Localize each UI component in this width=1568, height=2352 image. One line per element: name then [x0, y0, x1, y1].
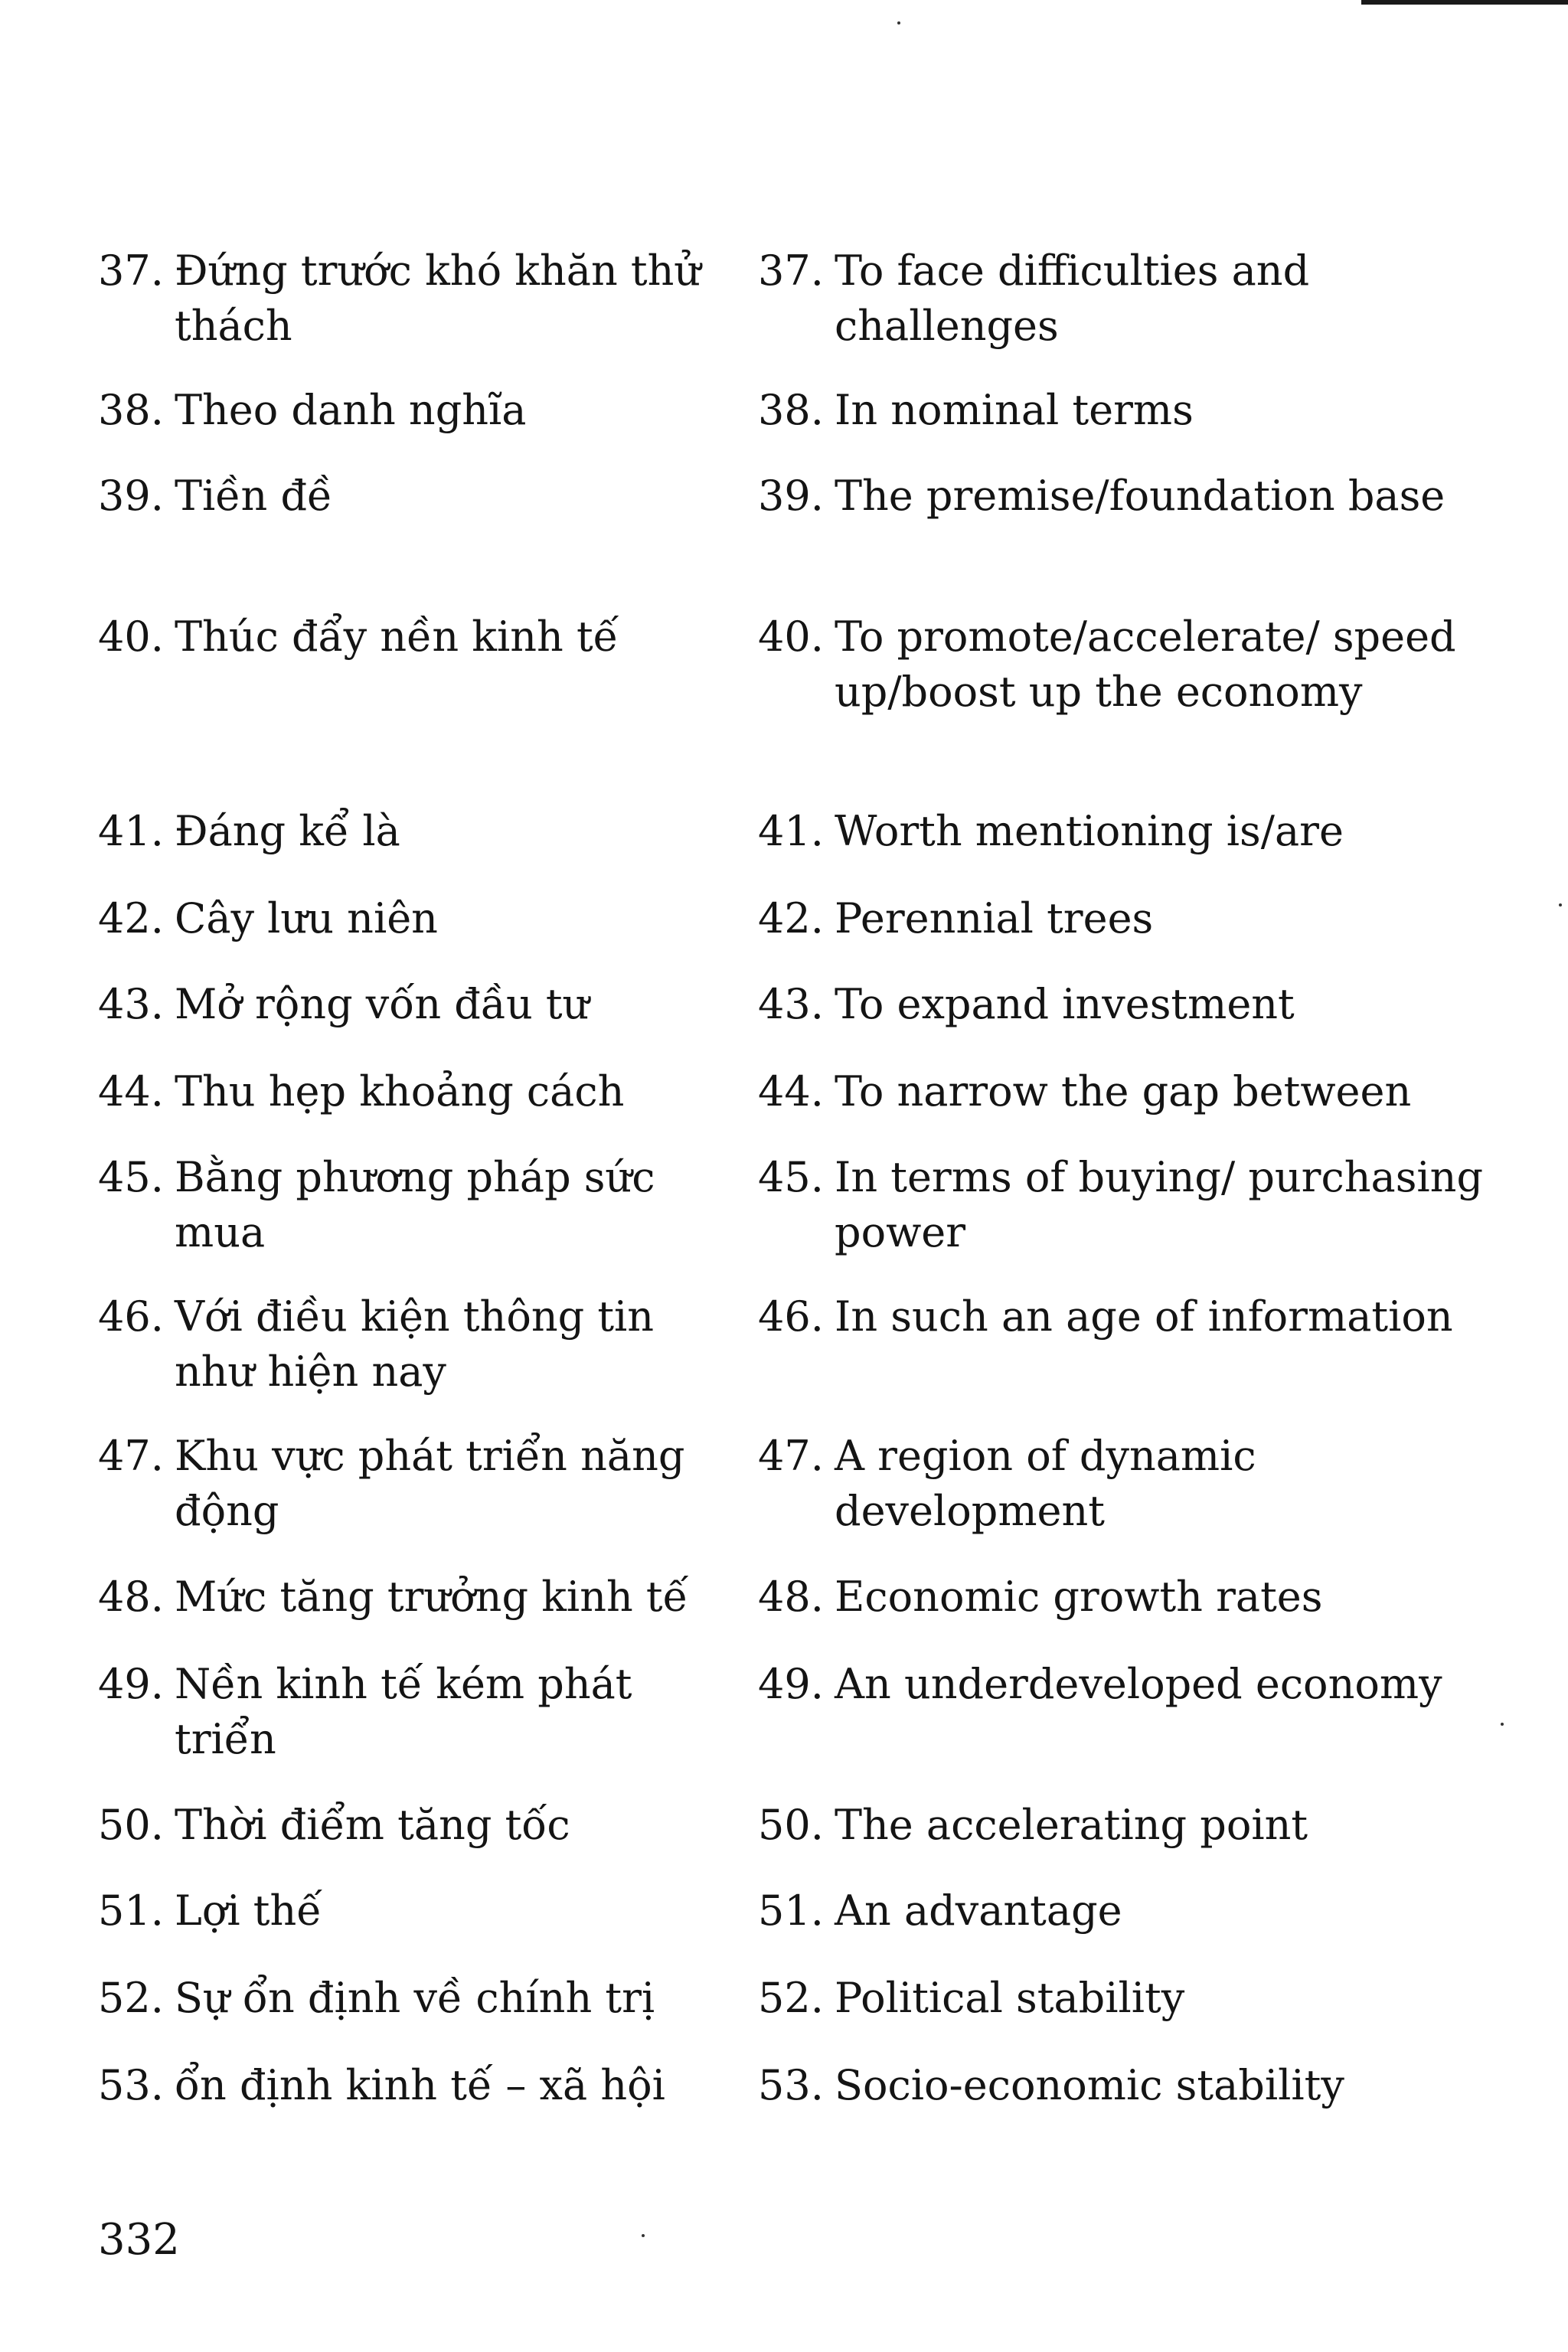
english-term — [758, 1883, 1531, 1939]
vietnamese-text: Bằng phương pháp sức mua — [175, 1153, 655, 1256]
entry-number: 45. — [98, 1153, 164, 1201]
entry-number: 40. — [98, 612, 164, 661]
entry-number: 50. — [98, 1801, 164, 1849]
entry-number: 39. — [758, 472, 824, 520]
english-text: Socio-economic stability — [835, 2061, 1344, 2109]
entry-number: 42. — [98, 894, 164, 942]
english-term — [758, 1150, 1531, 1260]
vietnamese-text: Tiền đề — [175, 472, 333, 520]
english-text: To narrow the gap between — [835, 1067, 1412, 1116]
english-text: In nominal terms — [835, 386, 1194, 434]
english-term — [758, 1289, 1531, 1344]
vietnamese-term — [98, 1971, 726, 2026]
entry-number: 48. — [758, 1573, 824, 1621]
english-term — [758, 1657, 1531, 1712]
english-text: A region of dynamic development — [835, 1432, 1256, 1535]
vietnamese-term — [98, 1657, 726, 1767]
entry-number: 51. — [98, 1886, 164, 1935]
entry-number: 49. — [98, 1660, 164, 1708]
entry-number: 44. — [758, 1067, 824, 1116]
entry-number: 44. — [98, 1067, 164, 1116]
entry-number: 41. — [758, 807, 824, 855]
english-text: Worth mentioning is/are — [835, 807, 1344, 855]
entry-number: 41. — [98, 807, 164, 855]
english-text: In such an age of information — [835, 1292, 1453, 1341]
vietnamese-term — [98, 609, 726, 665]
scan-speck — [1559, 903, 1562, 906]
entry-number: 49. — [758, 1660, 824, 1708]
vietnamese-term — [98, 1150, 726, 1260]
english-term — [758, 804, 1531, 859]
english-term — [758, 2058, 1531, 2113]
english-text: To face difficulties and challenges — [835, 247, 1310, 350]
entry-number: 53. — [98, 2061, 164, 2109]
entry-number: 37. — [98, 247, 164, 295]
english-term — [758, 891, 1531, 946]
vietnamese-text: Thu hẹp khoảng cách — [175, 1067, 625, 1116]
english-text: To expand investment — [835, 980, 1295, 1028]
english-term — [758, 469, 1531, 524]
entry-number: 46. — [98, 1292, 164, 1341]
entry-number: 40. — [758, 612, 824, 661]
entry-number: 51. — [758, 1886, 824, 1935]
vietnamese-text: ổn định kinh tế – xã hội — [175, 2061, 665, 2109]
english-term — [758, 609, 1531, 720]
vietnamese-text: Đáng kể là — [175, 807, 400, 855]
english-text: Economic growth rates — [835, 1573, 1323, 1621]
vietnamese-text: Đứng trước khó khăn thử thách — [175, 247, 701, 350]
english-text: In terms of buying/ purchasing power — [835, 1153, 1484, 1256]
english-term — [758, 243, 1531, 354]
english-text: The accelerating point — [835, 1801, 1308, 1849]
vietnamese-text: Thời điểm tăng tốc — [175, 1801, 570, 1849]
entry-number: 47. — [98, 1432, 164, 1480]
english-text: To promote/accelerate/ speed up/boost up the economy — [835, 612, 1456, 716]
entry-number: 43. — [98, 980, 164, 1028]
vietnamese-term — [98, 1429, 726, 1539]
vietnamese-term — [98, 977, 726, 1032]
vietnamese-text: Mở rộng vốn đầu tư — [175, 980, 590, 1028]
vietnamese-term — [98, 469, 726, 524]
vietnamese-term — [98, 804, 726, 859]
scan-speck — [642, 2234, 645, 2237]
english-term — [758, 1570, 1531, 1625]
english-term — [758, 977, 1531, 1032]
page-number: 332 — [98, 2215, 180, 2265]
english-text: An advantage — [835, 1886, 1122, 1935]
vietnamese-text: Khu vực phát triển năng động — [175, 1432, 685, 1535]
english-text: An underdeveloped economy — [835, 1660, 1442, 1708]
vietnamese-text: Lợi thế — [175, 1886, 322, 1935]
vietnamese-term — [98, 243, 726, 354]
vietnamese-term — [98, 891, 726, 946]
vietnamese-term — [98, 383, 726, 438]
vietnamese-text: Thúc đẩy nền kinh tế — [175, 612, 619, 661]
english-term — [758, 1798, 1531, 1853]
english-text: The premise/foundation base — [835, 472, 1446, 520]
vietnamese-text: Nền kinh tế kém phát triển — [175, 1660, 632, 1763]
vietnamese-term — [98, 1570, 726, 1625]
entry-number: 52. — [758, 1974, 824, 2022]
vietnamese-text: Mức tăng trưởng kinh tế — [175, 1573, 688, 1621]
entry-number: 37. — [758, 247, 824, 295]
vietnamese-text: Cây lưu niên — [175, 894, 438, 942]
entry-number: 38. — [758, 386, 824, 434]
entry-number: 52. — [98, 1974, 164, 2022]
scan-speck — [897, 21, 900, 24]
entry-number: 48. — [98, 1573, 164, 1621]
entry-number: 42. — [758, 894, 824, 942]
entry-number: 38. — [98, 386, 164, 434]
vietnamese-text: Với điều kiện thông tin như hiện nay — [175, 1292, 655, 1396]
entry-number: 50. — [758, 1801, 824, 1849]
vietnamese-term — [98, 1883, 726, 1939]
scan-speck — [1501, 1723, 1504, 1726]
entry-number: 53. — [758, 2061, 824, 2109]
vietnamese-text: Sự ổn định về chính trị — [175, 1974, 655, 2022]
vietnamese-term — [98, 2058, 726, 2113]
english-term — [758, 1429, 1531, 1539]
entry-number: 39. — [98, 472, 164, 520]
english-text: Political stability — [835, 1974, 1185, 2022]
corner-rule — [1361, 0, 1568, 5]
entry-number: 47. — [758, 1432, 824, 1480]
vietnamese-term — [98, 1064, 726, 1119]
vietnamese-term — [98, 1798, 726, 1853]
english-term — [758, 383, 1531, 438]
entry-number: 45. — [758, 1153, 824, 1201]
vietnamese-text: Theo danh nghĩa — [175, 386, 527, 434]
english-term — [758, 1064, 1531, 1119]
english-term — [758, 1971, 1531, 2026]
vietnamese-term — [98, 1289, 726, 1400]
entry-number: 46. — [758, 1292, 824, 1341]
english-text: Perennial trees — [835, 894, 1154, 942]
entry-number: 43. — [758, 980, 824, 1028]
